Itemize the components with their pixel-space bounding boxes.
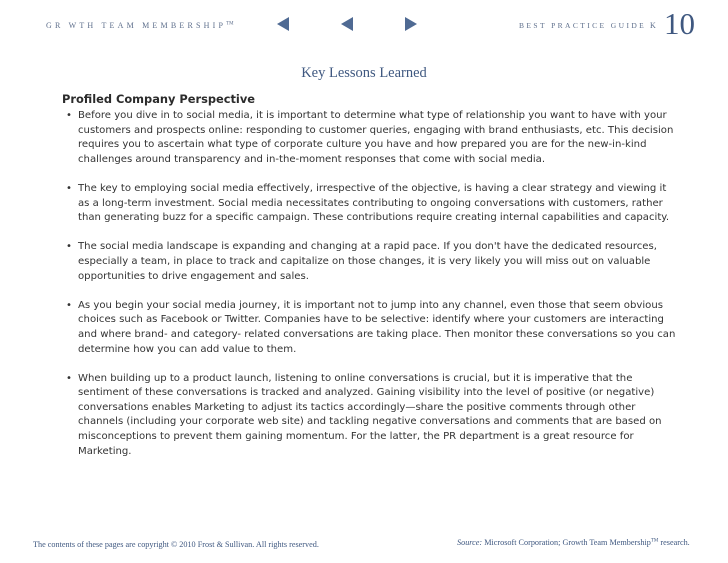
bullet-marker: •	[66, 241, 72, 253]
section-subheading: Profiled Company Perspective	[62, 92, 255, 106]
brand-name	[46, 21, 234, 30]
nav-next-button[interactable]	[404, 16, 418, 32]
bullet-item	[66, 372, 676, 460]
bullet-text: When building up to a product launch, listening to online conversations is crucial, but it is imperative that the sentiment of these conversations is tracked and analyzed. Gaining visibility into the level of positive (or negative) conversations enables Marketing to adjust its tactics accordingly—share the positive comments through other channels (including your corporate web site) and tackling negative conversations and comments that are based on misconceptions to prevent them gaining momentum. For the latter, the PR department is a great resource for Marketing.	[78, 372, 662, 457]
guide-title: BEST PRACTICE GUIDE	[519, 21, 647, 30]
bullet-item	[66, 299, 676, 357]
bullet-item	[66, 182, 676, 226]
bullet-text: Before you dive in to social media, it is important to determine what type of relationship you want to have with your customers and prospects online: responding to customer queries, engaging with brand enthusiasts, etc. This decision requires you to ascertain what type of corporate culture you have and how prepared you are for the new-in-kind challenges around transparency and in-the-moment responses that come with social media.	[78, 110, 674, 165]
brand-trademark: TM	[226, 21, 234, 27]
page-title	[0, 65, 728, 82]
nav-prev-arrow-icon	[340, 16, 354, 32]
section-letter: K	[650, 21, 656, 30]
bullet-item	[66, 240, 676, 284]
bullet-text: As you begin your social media journey, it is important not to jump into any channel, even those that seem obvious choices such as Facebook or Twitter. Companies have to be selective: identify where your customers are interacting and where brand- and category- related conversations are taking place. Then monitor these conversations so you can determine how you can add value to them.	[78, 299, 676, 355]
bullet-marker: •	[66, 182, 72, 194]
bullet-item	[66, 109, 676, 167]
bullet-marker: •	[66, 372, 72, 384]
nav-next-arrow-icon	[404, 16, 418, 32]
nav-prev-button[interactable]	[340, 16, 354, 32]
bullet-text: The social media landscape is expanding and changing at a rapid pace. If you don't have the dedicated resources, especially a team, in place to track and capitalize on those changes, it is very likely you will miss out on valuable opportunities to drive engagement and sales.	[78, 241, 657, 282]
page-number: 10	[664, 6, 695, 41]
source-trademark: TM	[650, 538, 659, 544]
copyright-notice: The contents of these pages are copyright © 2010 Frost & Sullivan. All rights reserved.	[33, 540, 319, 549]
bullet-text: The key to employing social media effectively, irrespective of the objective, is having a clear strategy and viewing it as a long-term investment. Social media necessitates contributing to ongoing conversations with customers, rather than generating buzz for a specific campaign. These contributions require creating internal capabilities and capacity.	[78, 182, 670, 224]
nav-first-arrow-icon	[276, 16, 290, 32]
bullet-marker: •	[66, 299, 72, 311]
page-title-text: Key Lessons Learned	[301, 65, 427, 81]
source-label: Source:	[457, 538, 483, 547]
brand-text: GR WTH TEAM MEMBERSHIP	[46, 21, 227, 30]
source-text: Microsoft Corporation; Growth Team Membership	[482, 538, 651, 547]
nav-first-button[interactable]	[276, 16, 290, 32]
bullet-list	[66, 109, 676, 474]
source-end: research.	[658, 538, 690, 547]
bullet-marker: •	[66, 110, 72, 121]
page-header	[0, 0, 728, 52]
source-citation	[457, 538, 690, 547]
